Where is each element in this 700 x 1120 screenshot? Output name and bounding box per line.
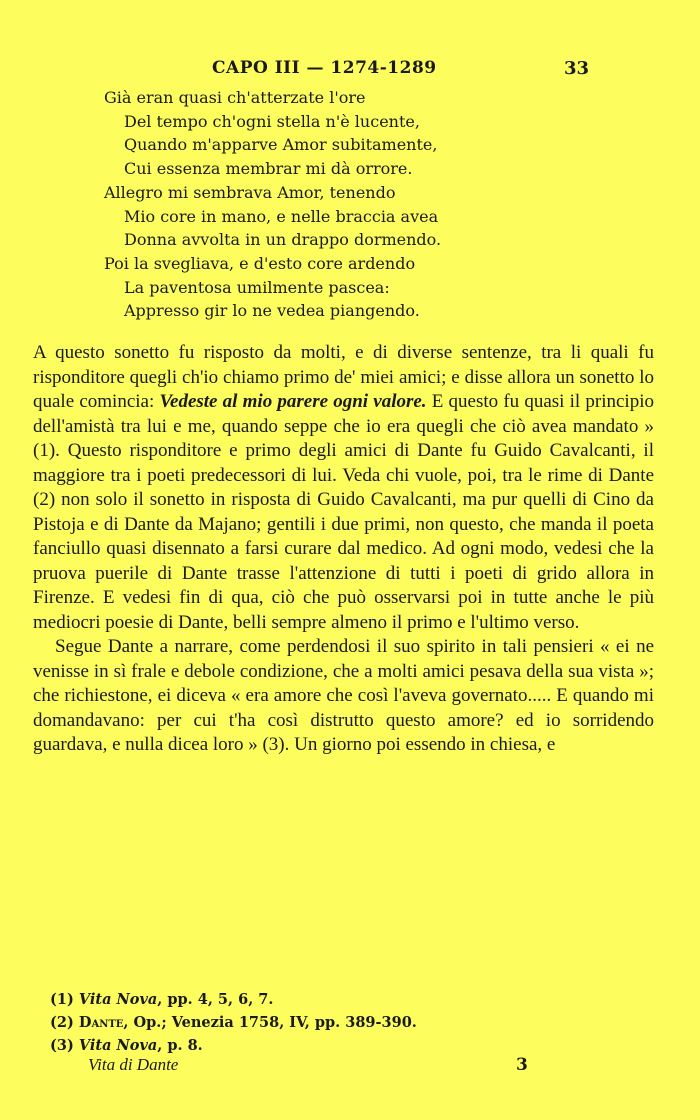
paragraph: Segue Dante a narrare, come perdendosi il suo spirito in tali pensieri « ei ne venisse in sì frale e debole condizione, che a molti amici pesava della sua vista »; che richiestone, ei diceva « era amore che così l'aveva governato..... E quando mi domandavano: per cui t'ha così distrutto questo amore? ed io sorridendo guardava, e nulla dicea loro » (3). Un giorno poi essendo in chiesa, e: [33, 636, 654, 755]
footnote: [50, 1034, 610, 1057]
signature-line: [88, 1055, 558, 1079]
paragraph: [33, 341, 654, 635]
poem-line: La paventosa umilmente pascea:: [124, 277, 390, 297]
poem-line: Già eran quasi ch'atterzate l'ore: [104, 88, 366, 107]
poem-line: Del tempo ch'ogni stella n'è lucente,: [124, 111, 420, 131]
poem-line: Cui essenza membrar mi dà orrore.: [124, 159, 413, 179]
poem-line: Quando m'apparve Amor subitamente,: [124, 135, 438, 155]
signature-number: 3: [516, 1055, 528, 1075]
footnote-mark: (1): [50, 991, 74, 1008]
signature-title: Vita di Dante: [88, 1055, 179, 1074]
footnotes: [50, 988, 610, 1057]
footnote-title: Vita Nova: [78, 991, 158, 1008]
sonnet: [104, 86, 544, 323]
poem-line: Mio core in mano, e nelle braccia avea: [124, 206, 439, 226]
paragraph-text: E questo fu quasi il principio dell'amistà tra lui e me, quando seppe che io era quegli che ciò avea mandato » (1). Questo risponditore e primo degli amici di Dante fu Guido Cavalcanti, il maggiore tra i poeti predecessori di lui. Veda chi vuole, poi, tra le rime di Dante (2) non solo il sonetto in risposta di Guido Cavalcanti, ma pur quelli di Cino da Pistoja e di Dante da Majano; gentili i due primi, non questo, che manda il poeta fanciullo quasi disennato a farsi curare dal medico. Ad ogni modo, vedesi che la pruova puerile di Dante trasse l'attenzione di tutti i poeti di grido allora in Firenze. E vedesi fin di qua, ciò che può osservarsi poi in tutte anche le più mediocri poesie di Dante, belli sempre almeno il primo e l'ultimo verso.: [33, 391, 654, 633]
quoted-incipit: Vedeste al mio parere ogni valore.: [159, 391, 427, 412]
poem-line: Allegro mi sembrava Amor, tenendo: [104, 182, 396, 202]
footnote-mark: (2): [50, 1014, 74, 1031]
footnote-title: Vita Nova: [78, 1037, 158, 1054]
body-text: [33, 341, 654, 758]
paragraph-text: A questo sonetto fu risposto da molti, e di diverse sentenze, tra li quali fu risponditore quegli ch'io chiamo primo de' miei amici; e disse allora un sonetto lo quale comincia:: [33, 342, 654, 412]
footnote: [50, 1011, 610, 1034]
poem-line: Appresso gir lo ne vedea piangendo.: [124, 301, 420, 321]
poem-line: Donna avvolta in un drappo dormendo.: [124, 230, 442, 250]
footnote-author: Dante: [78, 1014, 124, 1031]
footnote-text: , pp. 4, 5, 6, 7.: [157, 991, 274, 1008]
footnote: [50, 988, 610, 1011]
footnote-mark: (3): [50, 1037, 74, 1054]
footnote-text: , Op.; Venezia 1758, IV, pp. 389-390.: [123, 1014, 417, 1031]
footnote-text: , p. 8.: [157, 1037, 203, 1054]
page-header: [0, 58, 700, 84]
page-number: 33: [564, 58, 590, 79]
poem-line: Poi la svegliava, e d'esto core ardendo: [104, 253, 416, 273]
running-head: CAPO III — 1274-1289: [212, 58, 437, 78]
